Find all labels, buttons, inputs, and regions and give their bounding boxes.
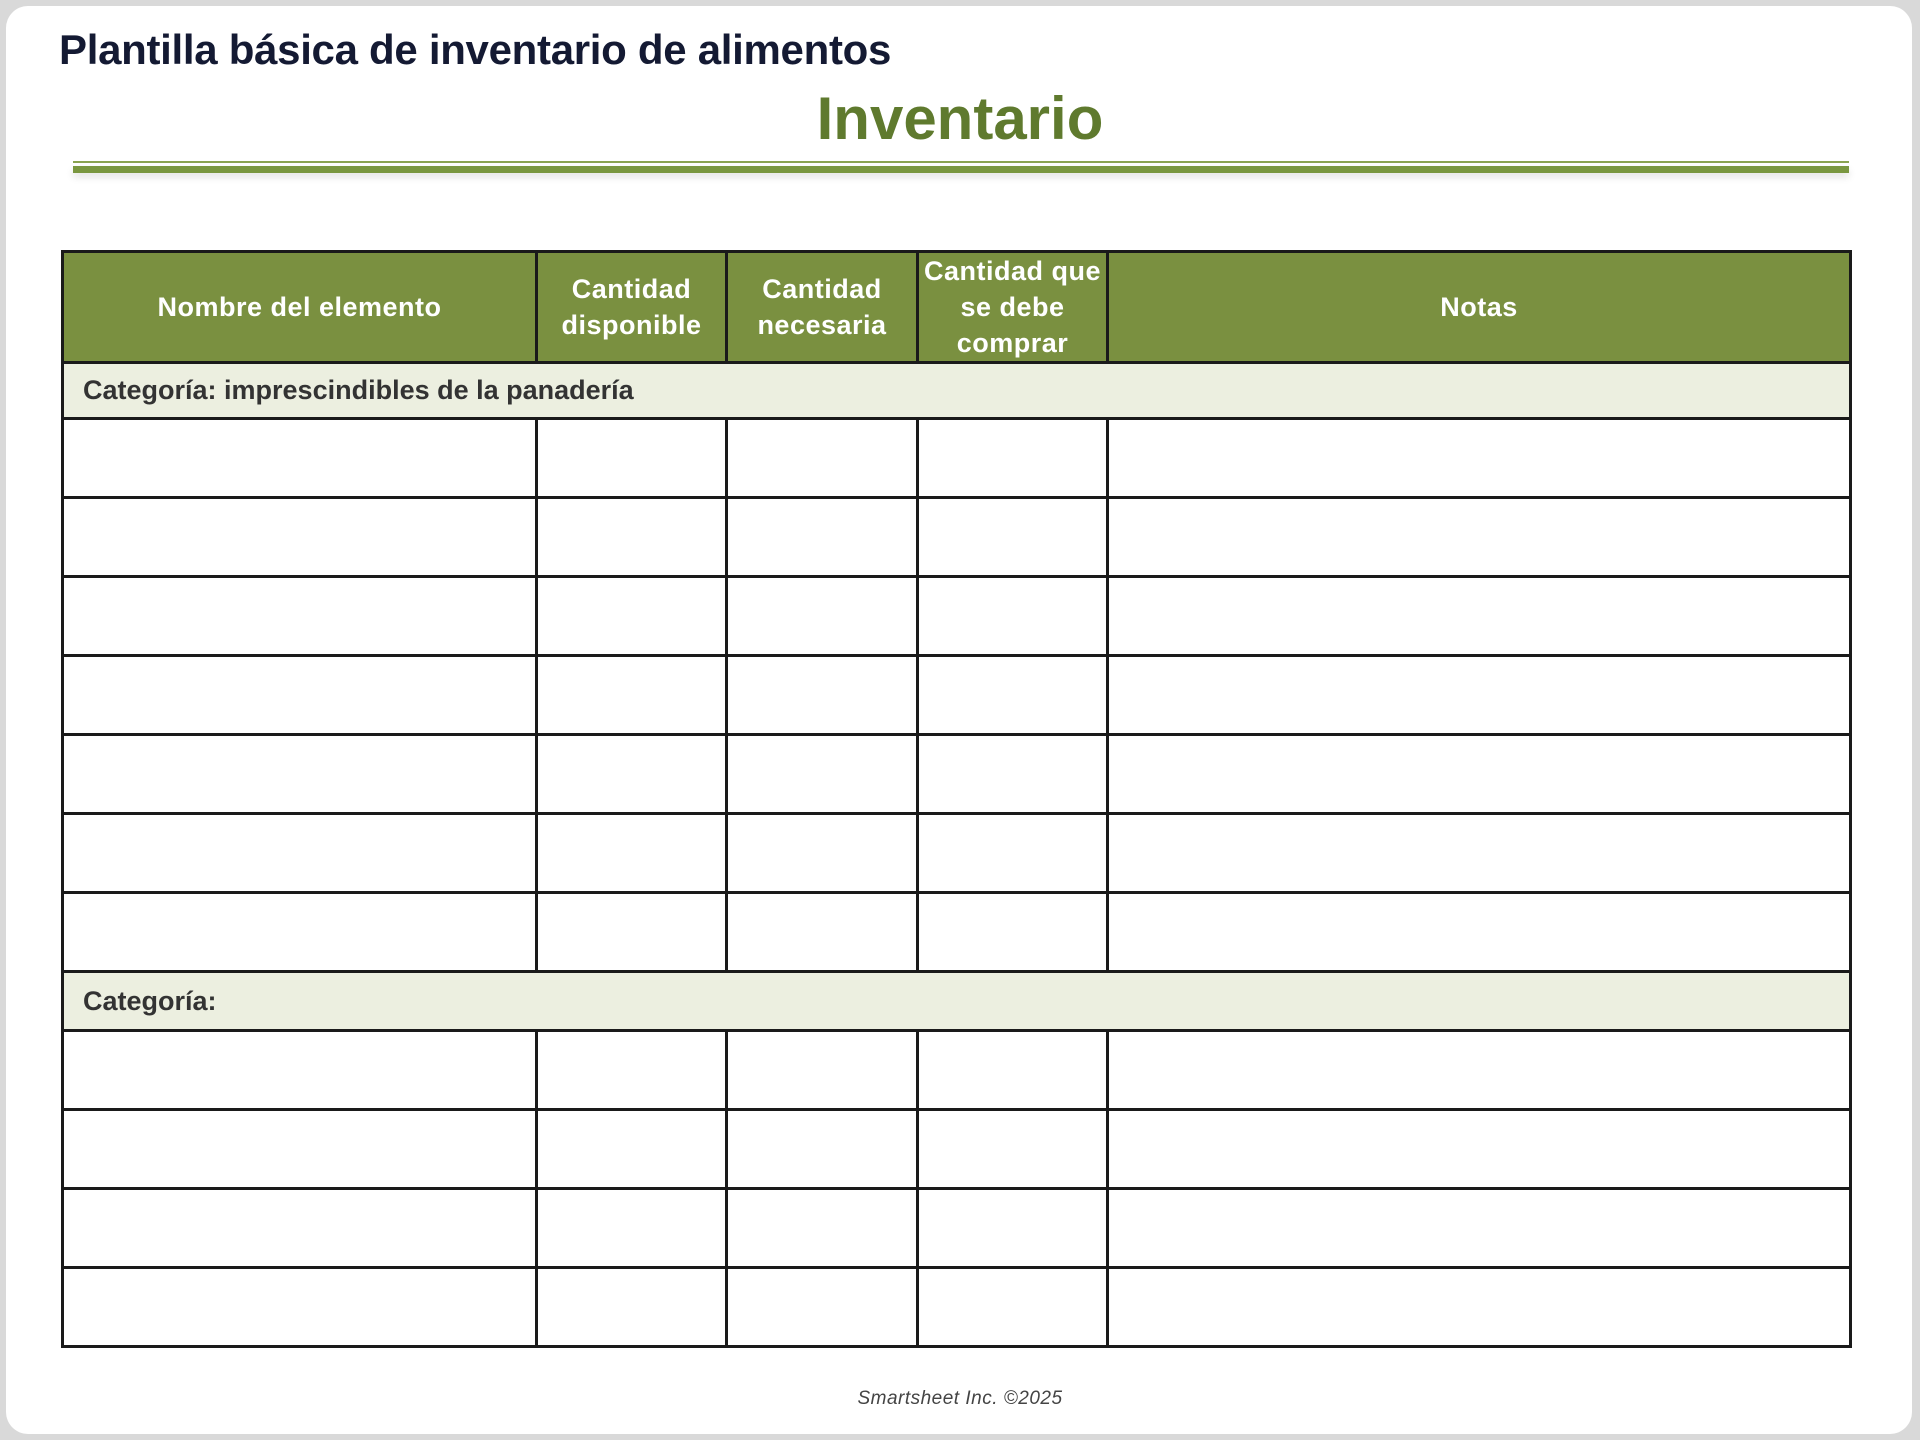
table-row [63, 1189, 1851, 1268]
item-name-cell[interactable] [63, 577, 537, 656]
notes-cell[interactable] [1108, 893, 1851, 972]
notes-cell[interactable] [1108, 498, 1851, 577]
qty-needed-cell[interactable] [727, 1189, 918, 1268]
qty-needed-cell[interactable] [727, 893, 918, 972]
table-row [63, 814, 1851, 893]
header-qty-needed: Cantidad necesaria [727, 252, 918, 363]
table-row [63, 577, 1851, 656]
qty-needed-cell[interactable] [727, 1031, 918, 1110]
qty-to-buy-cell[interactable] [918, 735, 1108, 814]
category-label[interactable]: Categoría: imprescindibles de la panadería [63, 363, 1851, 419]
qty-available-cell[interactable] [537, 498, 727, 577]
category-row [63, 363, 1851, 419]
qty-needed-cell[interactable] [727, 656, 918, 735]
notes-cell[interactable] [1108, 814, 1851, 893]
table-row [63, 498, 1851, 577]
divider-thin [73, 161, 1849, 163]
qty-to-buy-cell[interactable] [918, 1110, 1108, 1189]
header-notes: Notas [1108, 252, 1851, 363]
qty-to-buy-cell[interactable] [918, 498, 1108, 577]
footer-copyright: Smartsheet Inc. ©2025 [857, 1388, 1063, 1409]
qty-needed-cell[interactable] [727, 419, 918, 498]
qty-to-buy-cell[interactable] [918, 419, 1108, 498]
table-row [63, 1268, 1851, 1347]
item-name-cell[interactable] [63, 656, 537, 735]
qty-available-cell[interactable] [537, 656, 727, 735]
table-row [63, 419, 1851, 498]
qty-to-buy-cell[interactable] [918, 814, 1108, 893]
qty-needed-cell[interactable] [727, 1268, 918, 1347]
notes-cell[interactable] [1108, 735, 1851, 814]
item-name-cell[interactable] [63, 1268, 537, 1347]
notes-cell[interactable] [1108, 1189, 1851, 1268]
notes-cell[interactable] [1108, 656, 1851, 735]
qty-to-buy-cell[interactable] [918, 1268, 1108, 1347]
notes-cell[interactable] [1108, 1031, 1851, 1110]
qty-available-cell[interactable] [537, 1189, 727, 1268]
qty-available-cell[interactable] [537, 1110, 727, 1189]
item-name-cell[interactable] [63, 893, 537, 972]
qty-needed-cell[interactable] [727, 1110, 918, 1189]
header-row [63, 252, 1851, 363]
item-name-cell[interactable] [63, 735, 537, 814]
header-qty-to-buy: Cantidad que se debe comprar [918, 252, 1108, 363]
qty-needed-cell[interactable] [727, 498, 918, 577]
document-title: Plantilla básica de inventario de alimentos [59, 26, 892, 73]
table-row [63, 735, 1851, 814]
qty-needed-cell[interactable] [727, 814, 918, 893]
qty-needed-cell[interactable] [727, 735, 918, 814]
item-name-cell[interactable] [63, 1110, 537, 1189]
item-name-cell[interactable] [63, 1031, 537, 1110]
item-name-cell[interactable] [63, 419, 537, 498]
qty-to-buy-cell[interactable] [918, 893, 1108, 972]
notes-cell[interactable] [1108, 419, 1851, 498]
header-qty-available: Cantidad disponible [537, 252, 727, 363]
qty-needed-cell[interactable] [727, 577, 918, 656]
qty-to-buy-cell[interactable] [918, 1189, 1108, 1268]
qty-available-cell[interactable] [537, 1031, 727, 1110]
divider-thick [73, 166, 1849, 173]
qty-available-cell[interactable] [537, 577, 727, 656]
table-row [63, 893, 1851, 972]
qty-to-buy-cell[interactable] [918, 577, 1108, 656]
notes-cell[interactable] [1108, 577, 1851, 656]
qty-available-cell[interactable] [537, 419, 727, 498]
inventory-table [61, 250, 1852, 1348]
qty-to-buy-cell[interactable] [918, 1031, 1108, 1110]
table-row [63, 1110, 1851, 1189]
notes-cell[interactable] [1108, 1110, 1851, 1189]
qty-available-cell[interactable] [537, 735, 727, 814]
item-name-cell[interactable] [63, 814, 537, 893]
category-label[interactable]: Categoría: [63, 972, 1851, 1031]
qty-to-buy-cell[interactable] [918, 656, 1108, 735]
notes-cell[interactable] [1108, 1268, 1851, 1347]
qty-available-cell[interactable] [537, 814, 727, 893]
item-name-cell[interactable] [63, 1189, 537, 1268]
header-item-name: Nombre del elemento [63, 252, 537, 363]
category-row [63, 972, 1851, 1031]
table-row [63, 656, 1851, 735]
item-name-cell[interactable] [63, 498, 537, 577]
inventory-heading: Inventario [816, 85, 1104, 152]
qty-available-cell[interactable] [537, 1268, 727, 1347]
qty-available-cell[interactable] [537, 893, 727, 972]
table-row [63, 1031, 1851, 1110]
